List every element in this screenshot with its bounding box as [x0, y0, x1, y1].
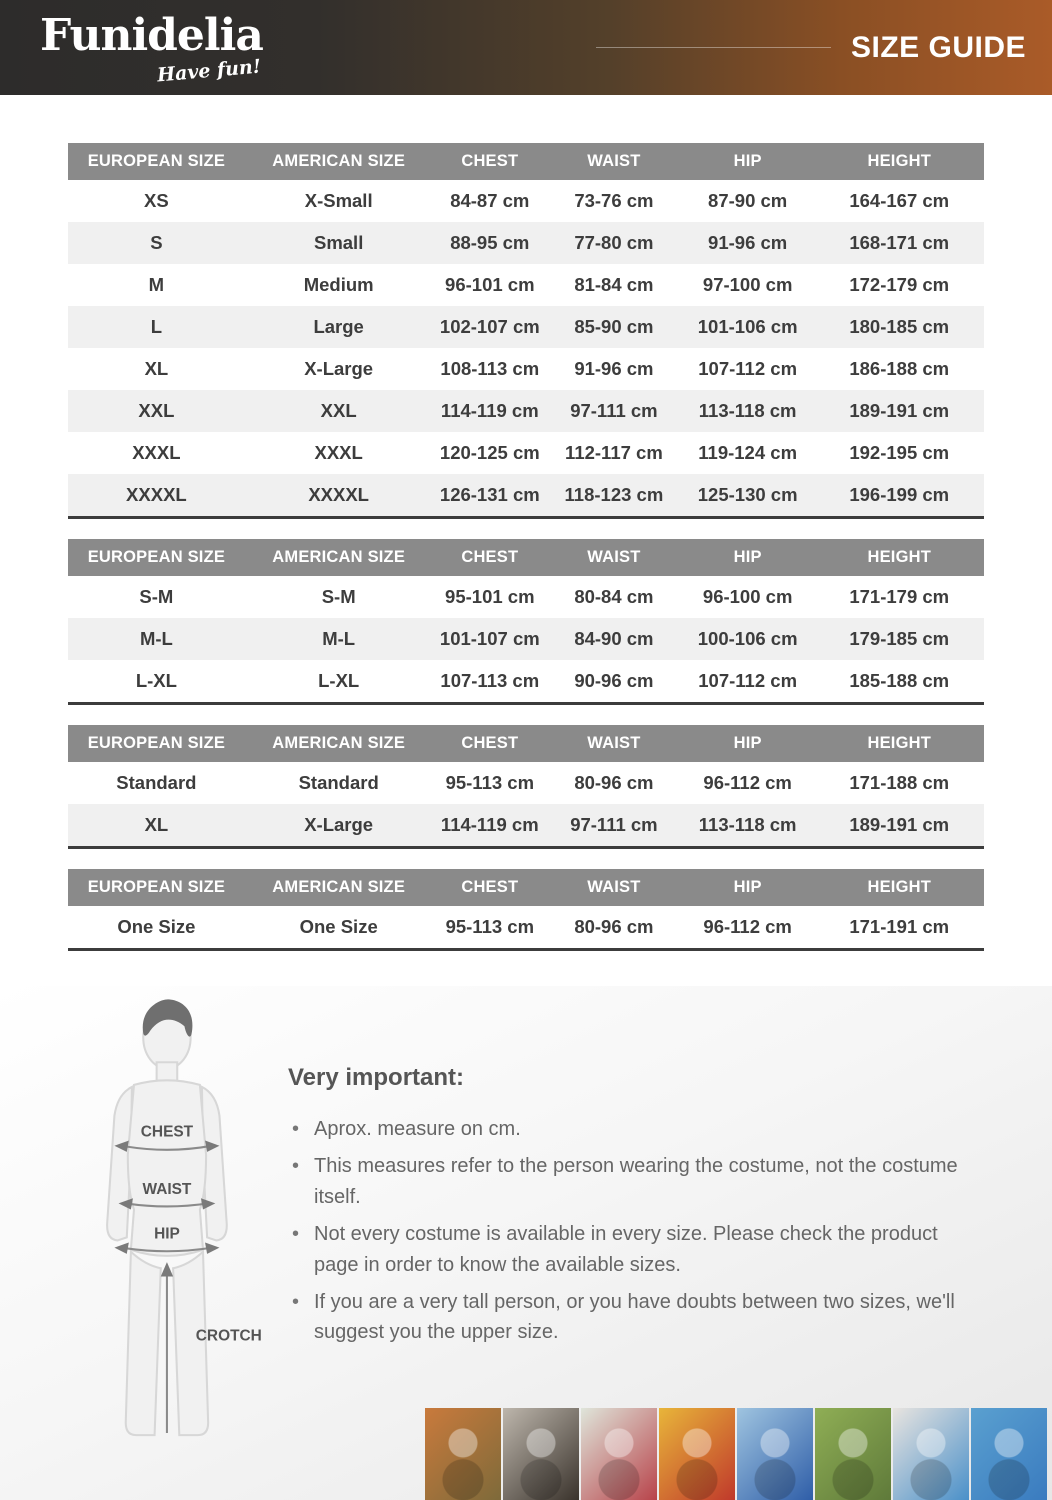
table-cell: 126-131 cm	[439, 484, 540, 505]
size-table-4	[68, 869, 984, 951]
table-row	[68, 390, 984, 432]
table-cell: M	[148, 274, 165, 295]
table-cell: 91-96 cm	[574, 358, 654, 379]
table-cell: 84-87 cm	[450, 190, 530, 211]
column-header: HIP	[733, 734, 762, 752]
street-fighter-costume-thumbnail	[815, 1408, 891, 1500]
table-cell: 113-118 cm	[698, 814, 797, 835]
table-row	[68, 348, 984, 390]
table-cell: XXXL	[132, 442, 181, 463]
table-cell: Standard	[116, 772, 197, 793]
notes-heading: Very important:	[288, 1064, 465, 1091]
table-row	[68, 474, 984, 516]
table-cell: 97-111 cm	[570, 814, 658, 835]
notes-list	[288, 1114, 968, 1348]
table-cell: 95-101 cm	[445, 586, 535, 607]
table-cell: M-L	[139, 628, 173, 649]
page-header	[0, 0, 1052, 95]
table-cell: 185-188 cm	[849, 670, 950, 691]
table-cell: XL	[144, 814, 169, 835]
table-cell: 101-106 cm	[697, 316, 798, 337]
table-cell: XXXXL	[308, 484, 369, 505]
table-cell: 101-107 cm	[439, 628, 540, 649]
table-cell: 118-123 cm	[564, 484, 664, 505]
table-cell: 73-76 cm	[574, 190, 654, 211]
table-row	[68, 180, 984, 222]
table-row	[68, 618, 984, 660]
column-header: EUROPEAN SIZE	[87, 152, 226, 170]
table-row	[68, 432, 984, 474]
table-cell: 180-185 cm	[849, 316, 950, 337]
table-cell: 114-119 cm	[440, 814, 539, 835]
table-cell: 81-84 cm	[574, 274, 654, 295]
power-rangers-costume-thumbnail	[581, 1408, 657, 1500]
column-header: EUROPEAN SIZE	[87, 734, 226, 752]
table-cell: 97-100 cm	[702, 274, 793, 295]
table-cell: 96-112 cm	[703, 772, 792, 793]
table-row	[68, 906, 984, 948]
column-header: WAIST	[587, 548, 641, 566]
page-title: SIZE GUIDE	[850, 30, 1026, 64]
table-cell: Small	[313, 232, 364, 253]
table-cell: 119-124 cm	[698, 442, 798, 463]
table-cell: 80-96 cm	[574, 772, 654, 793]
table-cell: 171-179 cm	[849, 586, 950, 607]
table-row	[68, 762, 984, 804]
table-row	[68, 660, 984, 702]
table-cell: 102-107 cm	[439, 316, 540, 337]
note-item: • If you are a very tall person, or you have doubts between two sizes, we'll suggest you the upper size.	[288, 1287, 968, 1348]
table-header-row	[68, 725, 984, 762]
table-cell: 95-113 cm	[445, 916, 535, 937]
table-cell: 97-111 cm	[570, 400, 658, 421]
table-cell: 90-96 cm	[574, 670, 654, 691]
table-cell: One Size	[299, 916, 378, 937]
table-cell: 168-171 cm	[849, 232, 950, 253]
table-cell: 172-179 cm	[849, 274, 950, 295]
table-cell: XXL	[320, 400, 357, 421]
note-item: • Not every costume is available in every size. Please check the product page in order to know the available sizes.	[288, 1219, 968, 1280]
star-wars-costume-thumbnail	[503, 1408, 579, 1500]
table-cell: S	[150, 232, 163, 253]
important-notes	[288, 1064, 968, 1355]
table-cell: X-Large	[304, 358, 374, 379]
column-header: HIP	[733, 548, 762, 566]
table-cell: XXXXL	[126, 484, 187, 505]
table-cell: 96-112 cm	[703, 916, 792, 937]
table-cell: 80-84 cm	[574, 586, 654, 607]
table-cell: 96-101 cm	[445, 274, 535, 295]
waist-label: WAIST	[142, 1181, 192, 1199]
table-cell: 107-112 cm	[698, 358, 798, 379]
size-tables	[68, 143, 984, 951]
size-table-3	[68, 725, 984, 849]
table-cell: X-Small	[304, 190, 373, 211]
column-header: WAIST	[587, 734, 641, 752]
size-table-1	[68, 143, 984, 519]
table-cell: 77-80 cm	[574, 232, 654, 253]
table-row	[68, 804, 984, 846]
table-cell: XXXL	[314, 442, 363, 463]
male-silhouette-diagram	[66, 990, 272, 1460]
column-header: EUROPEAN SIZE	[87, 878, 226, 896]
body-measurement-figure	[66, 990, 272, 1465]
column-header: AMERICAN SIZE	[272, 878, 406, 896]
table-cell: Large	[313, 316, 364, 337]
column-header: HIP	[733, 878, 762, 896]
column-header: AMERICAN SIZE	[272, 548, 406, 566]
column-header: CHEST	[461, 152, 519, 170]
table-cell: XXL	[138, 400, 175, 421]
table-cell: 91-96 cm	[708, 232, 788, 253]
table-cell: L-XL	[318, 670, 360, 691]
pj-masks-costume-thumbnail	[737, 1408, 813, 1500]
column-header: HEIGHT	[867, 548, 932, 566]
note-item: • This measures refer to the person wearing the costume, not the costume itself.	[288, 1151, 968, 1212]
table-cell: XL	[144, 358, 169, 379]
column-header: CHEST	[461, 878, 519, 896]
column-header: WAIST	[587, 152, 641, 170]
table-cell: 95-113 cm	[445, 772, 535, 793]
table-cell: 112-117 cm	[565, 442, 663, 463]
table-cell: XS	[144, 190, 169, 211]
smurfs-costume-thumbnail	[893, 1408, 969, 1500]
table-cell: 179-185 cm	[849, 628, 950, 649]
table-cell: 186-188 cm	[849, 358, 950, 379]
title-divider-line	[596, 47, 831, 48]
table-cell: Medium	[303, 274, 374, 295]
table-row	[68, 222, 984, 264]
table-cell: 88-95 cm	[450, 232, 530, 253]
table-cell: 96-100 cm	[702, 586, 793, 607]
table-cell: 192-195 cm	[849, 442, 950, 463]
table-cell: 125-130 cm	[697, 484, 798, 505]
table-cell: One Size	[117, 916, 196, 937]
table-cell: 85-90 cm	[574, 316, 654, 337]
logo-wordmark: Funidelia	[40, 9, 263, 61]
column-header: AMERICAN SIZE	[272, 152, 406, 170]
table-cell: 84-90 cm	[574, 628, 654, 649]
table-cell: 107-113 cm	[440, 670, 540, 691]
table-row	[68, 306, 984, 348]
table-row	[68, 264, 984, 306]
table-cell: 164-167 cm	[849, 190, 950, 211]
table-cell: 171-188 cm	[849, 772, 950, 793]
logo-tagline: Have fun!	[155, 55, 262, 86]
column-header: HEIGHT	[867, 878, 932, 896]
table-cell: X-Large	[304, 814, 374, 835]
dragon-ball-costume-thumbnail	[425, 1408, 501, 1500]
table-cell: M-L	[322, 628, 356, 649]
table-cell: 80-96 cm	[574, 916, 654, 937]
column-header: AMERICAN SIZE	[272, 734, 406, 752]
table-cell: 108-113 cm	[440, 358, 540, 379]
table-cell: 189-191 cm	[849, 814, 950, 835]
table-cell: L	[150, 316, 163, 337]
column-header: HEIGHT	[867, 152, 932, 170]
table-cell: 189-191 cm	[849, 400, 950, 421]
column-header: EUROPEAN SIZE	[87, 548, 226, 566]
table-cell: Standard	[298, 772, 379, 793]
funidelia-logo	[40, 9, 263, 86]
measurement-info-section	[0, 986, 1052, 1500]
table-cell: 196-199 cm	[849, 484, 950, 505]
table-header-row	[68, 539, 984, 576]
column-header: HIP	[733, 152, 762, 170]
table-cell: 113-118 cm	[698, 400, 797, 421]
table-cell: L-XL	[135, 670, 177, 691]
costume-thumbnail-partial	[971, 1408, 1047, 1500]
costume-photo-strip	[425, 1408, 1052, 1500]
table-cell: 114-119 cm	[440, 400, 539, 421]
table-cell: 171-191 cm	[849, 916, 950, 937]
hip-label: HIP	[154, 1225, 180, 1243]
size-table-2	[68, 539, 984, 705]
pacman-costume-thumbnail	[659, 1408, 735, 1500]
table-row	[68, 576, 984, 618]
table-cell: 120-125 cm	[439, 442, 540, 463]
table-cell: 100-106 cm	[697, 628, 798, 649]
title-block	[596, 31, 1026, 65]
column-header: CHEST	[461, 734, 519, 752]
column-header: HEIGHT	[867, 734, 932, 752]
table-cell: 107-112 cm	[698, 670, 798, 691]
table-header-row	[68, 869, 984, 906]
crotch-label: CROTCH	[195, 1327, 262, 1345]
table-cell: S-M	[139, 586, 174, 607]
table-cell: S-M	[321, 586, 356, 607]
column-header: WAIST	[587, 878, 641, 896]
chest-label: CHEST	[140, 1123, 194, 1141]
note-item: • Aprox. measure on cm.	[288, 1114, 968, 1144]
table-header-row	[68, 143, 984, 180]
column-header: CHEST	[461, 548, 519, 566]
table-cell: 87-90 cm	[708, 190, 788, 211]
